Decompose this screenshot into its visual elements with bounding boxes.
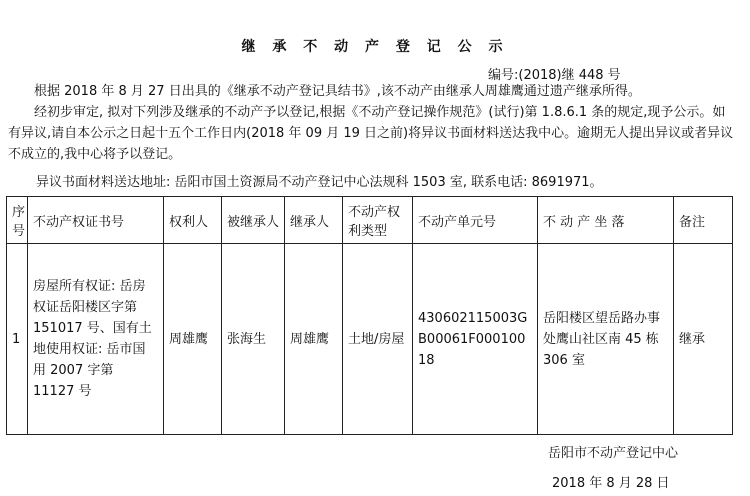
header-heir: 继承人 <box>285 197 343 244</box>
header-unit-number: 不动产单元号 <box>413 197 538 244</box>
header-owner: 权利人 <box>164 197 222 244</box>
table-header-row <box>7 197 733 244</box>
paragraph-basis: 根据 2018 年 8 月 27 日出具的《继承不动产登记具结书》,该不动产由继承人周雄鹰通过遗产继承所得。 <box>34 84 641 99</box>
cell-unit-number: 430602115003GB00061F00010018 <box>413 244 538 435</box>
footer-date: 2018 年 8 月 28 日 <box>552 476 670 491</box>
cell-right-type: 土地/房屋 <box>343 244 413 435</box>
header-remark: 备注 <box>674 197 733 244</box>
header-certificate: 不动产权证书号 <box>28 197 164 244</box>
table-row <box>7 244 733 435</box>
cell-seq: 1 <box>7 244 28 435</box>
footer-organization: 岳阳市不动产登记中心 <box>548 446 679 461</box>
paragraph-announcement: 经初步审定, 拟对下列涉及继承的不动产予以登记,根据《不动产登记操作规范》(试行)第 1.8.6.1 条的规定,现予公示。如有异议,请自本公示之日起十五个工作日内(2018 年 09 月 19 日之前)将异议书面材料送达我中心。逾期无人提出异议或者异议不成立的,我中心将予以登记。 <box>8 105 734 162</box>
header-decedent: 被继承人 <box>222 197 285 244</box>
header-location: 不 动 产 坐 落 <box>538 197 674 244</box>
cell-heir: 周雄鹰 <box>285 244 343 435</box>
header-right-type: 不动产权利类型 <box>343 197 413 244</box>
cell-certificate: 房屋所有权证: 岳房权证岳阳楼区字第 151017 号、国有土地使用权证: 岳市国用 2007 字第 11127 号 <box>28 244 164 435</box>
header-seq: 序号 <box>7 197 28 244</box>
cell-decedent: 张海生 <box>222 244 285 435</box>
paragraph-objection-address: 异议书面材料送达地址: 岳阳市国土资源局不动产登记中心法规科 1503 室, 联系电话: 8691971。 <box>36 175 603 190</box>
notice-title: 继 承 不 动 产 登 记 公 示 <box>241 39 509 55</box>
registration-table <box>6 196 733 435</box>
document-number: 编号:(2018)继 448 号 <box>488 68 621 83</box>
cell-remark: 继承 <box>674 244 733 435</box>
cell-location: 岳阳楼区望岳路办事处鹰山社区南 45 栋 306 室 <box>538 244 674 435</box>
cell-owner: 周雄鹰 <box>164 244 222 435</box>
